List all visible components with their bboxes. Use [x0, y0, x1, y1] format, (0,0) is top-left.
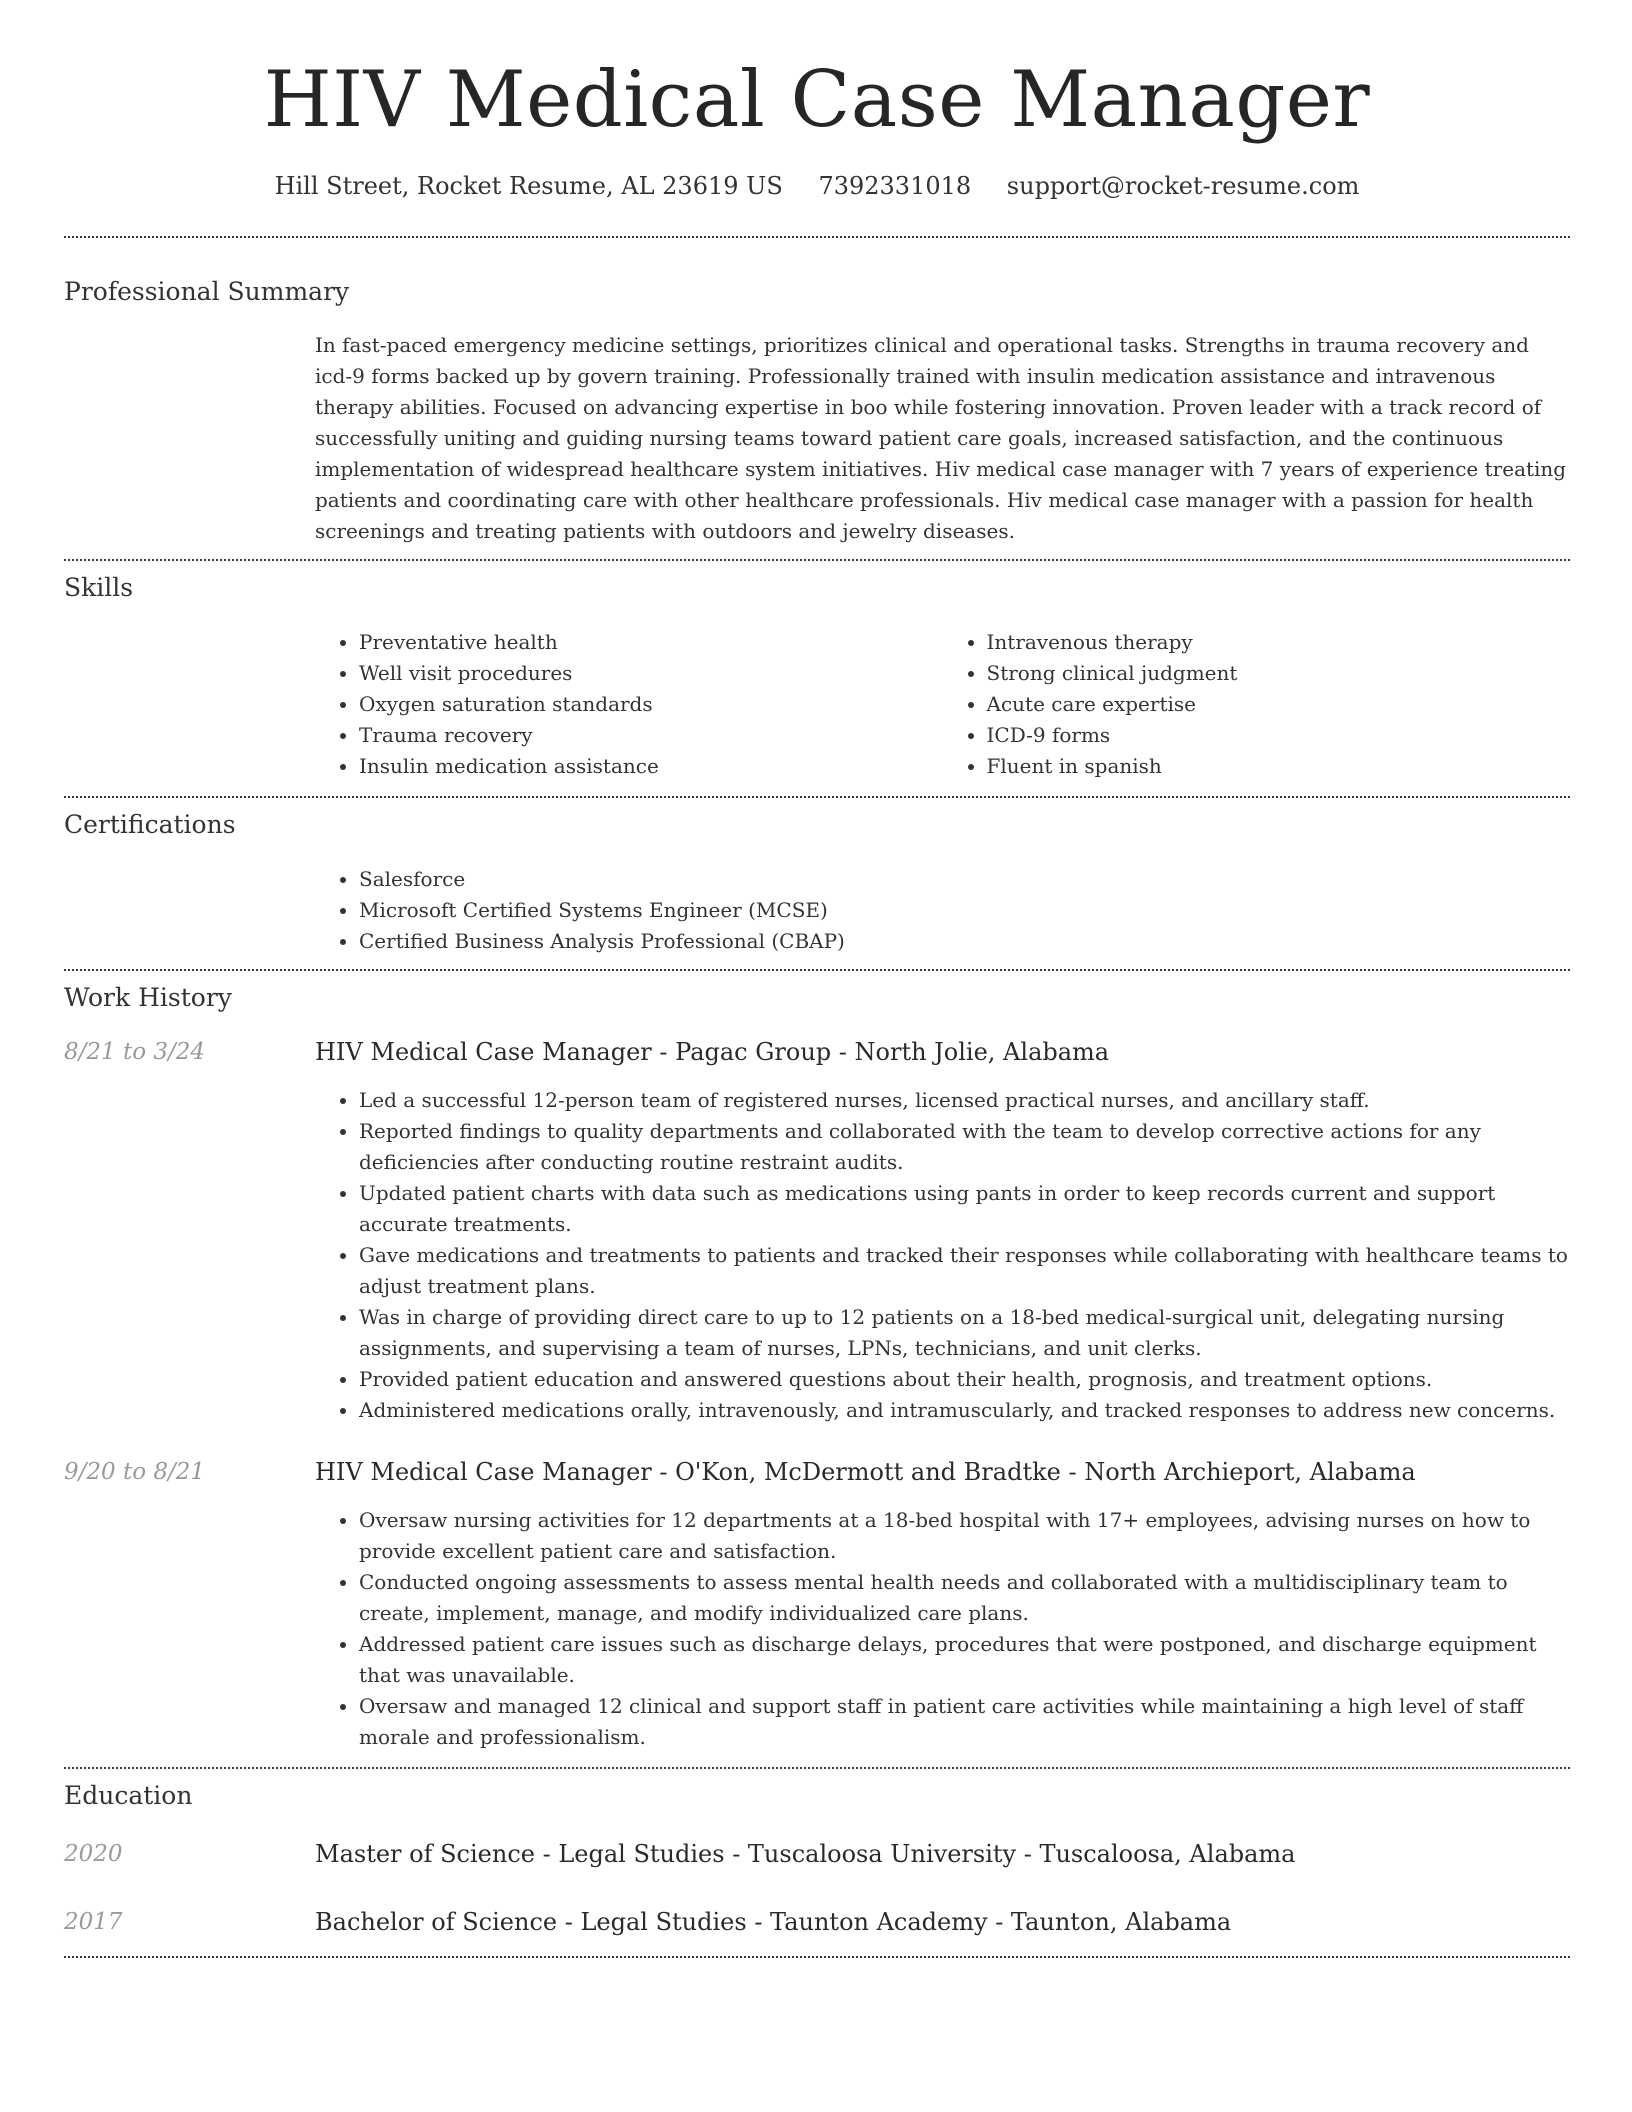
skill-item: • Well visit procedures — [359, 658, 943, 689]
job-bullet: • Administered medications orally, intravenously, and intramuscularly, and tracked responses to address new concerns. — [359, 1395, 1570, 1426]
job-entry — [64, 1036, 1570, 1426]
resume-page — [64, 0, 1570, 1958]
skills-section — [64, 561, 1570, 782]
contact-line — [64, 170, 1570, 202]
job-bullet: • Led a successful 12-person team of registered nurses, licensed practical nurses, and ancillary staff. — [359, 1085, 1570, 1116]
job-dates: 8/21 to 3/24 — [64, 1039, 206, 1065]
job-dates: 9/20 to 8/21 — [64, 1459, 206, 1485]
skill-item: • Fluent in spanish — [987, 751, 1571, 782]
job-heading: HIV Medical Case Manager - Pagac Group - North Jolie, Alabama — [315, 1038, 1110, 1066]
job-bullet: • Oversaw nursing activities for 12 departments at a 18-bed hospital with 17+ employees, advising nurses on how to provide excellent patient care and satisfaction. — [359, 1505, 1570, 1567]
education-year: 2020 — [64, 1841, 123, 1867]
skill-item: • ICD-9 forms — [987, 720, 1571, 751]
job-bullet: • Reported findings to quality departments and collaborated with the team to develop corrective actions for any deficiencies after conducting routine restraint audits. — [359, 1116, 1570, 1178]
certification-item: • Microsoft Certified Systems Engineer (MCSE) — [359, 895, 1570, 926]
job-bullets — [315, 1085, 1570, 1426]
education-entry — [64, 1906, 1570, 1938]
skill-item: • Preventative health — [359, 627, 943, 658]
education-text: Bachelor of Science - Legal Studies - Taunton Academy - Taunton, Alabama — [315, 1908, 1232, 1936]
job-entry — [64, 1456, 1570, 1753]
education-year: 2017 — [64, 1909, 123, 1935]
divider — [64, 1956, 1570, 1958]
education-text: Master of Science - Legal Studies - Tuscaloosa University - Tuscaloosa, Alabama — [315, 1840, 1296, 1868]
certifications-list — [315, 864, 1570, 957]
address: Hill Street, Rocket Resume, AL 23619 US — [274, 172, 783, 200]
summary-section — [64, 238, 1570, 547]
section-title: Professional Summary — [64, 277, 350, 306]
job-heading: HIV Medical Case Manager - O'Kon, McDermott and Bradtke - North Archieport, Alabama — [315, 1458, 1416, 1486]
skill-item: • Insulin medication assistance — [359, 751, 943, 782]
skill-item: • Intravenous therapy — [987, 627, 1571, 658]
job-bullet: • Conducted ongoing assessments to assess mental health needs and collaborated with a multidisciplinary team to create, implement, manage, and modify individualized care plans. — [359, 1567, 1570, 1629]
email: support@rocket-resume.com — [1006, 172, 1360, 200]
section-title: Education — [64, 1781, 193, 1810]
skill-item: • Acute care expertise — [987, 689, 1571, 720]
work-history-section — [64, 971, 1570, 1753]
skills-column-left — [315, 627, 943, 782]
candidate-name: HIV Medical Case Manager — [263, 55, 1371, 145]
skills-list — [315, 627, 1570, 782]
skill-item: • Trauma recovery — [359, 720, 943, 751]
section-title: Certifications — [64, 810, 236, 839]
phone: 7392331018 — [818, 172, 972, 200]
education-entry — [64, 1838, 1570, 1870]
education-section — [64, 1769, 1570, 1938]
job-bullet: • Oversaw and managed 12 clinical and support staff in patient care activities while maintaining a high level of staff morale and professionalism. — [359, 1691, 1570, 1753]
section-title: Work History — [64, 983, 232, 1012]
skills-column-right — [943, 627, 1571, 782]
certifications-section — [64, 798, 1570, 957]
skill-item: • Strong clinical judgment — [987, 658, 1571, 689]
job-bullet: • Addressed patient care issues such as discharge delays, procedures that were postponed, and discharge equipment that was unavailable. — [359, 1629, 1570, 1691]
skill-item: • Oxygen saturation standards — [359, 689, 943, 720]
job-bullet: • Gave medications and treatments to patients and tracked their responses while collaborating with healthcare teams to adjust treatment plans. — [359, 1240, 1570, 1302]
section-title: Skills — [64, 573, 134, 602]
job-bullet: • Was in charge of providing direct care to up to 12 patients on a 18-bed medical-surgical unit, delegating nursing assignments, and supervising a team of nurses, LPNs, technicians, and unit clerks. — [359, 1302, 1570, 1364]
certification-item: • Salesforce — [359, 864, 1570, 895]
job-bullet: • Provided patient education and answered questions about their health, prognosis, and treatment options. — [359, 1364, 1570, 1395]
job-bullet: • Updated patient charts with data such as medications using pants in order to keep records current and support accurate treatments. — [359, 1178, 1570, 1240]
summary-text: In fast-paced emergency medicine settings, prioritizes clinical and operational tasks. Strengths in trauma recovery and icd-9 forms backed up by govern training. Professionally trained with insulin medication assistance and intravenous therapy abilities. Focused on advancing expertise in boo while fostering innovation. Proven leader with a track record of successfully uniting and guiding nursing teams toward patient care goals, increased satisfaction, and the continuous implementation of widespread healthcare system initiatives. Hiv medical case manager with 7 years of experience treating patients and coordinating care with other healthcare professionals. Hiv medical case manager with a passion for health screenings and treating patients with outdoors and jewelry diseases. — [315, 333, 1567, 543]
certification-item: • Certified Business Analysis Professional (CBAP) — [359, 926, 1570, 957]
job-bullets — [315, 1505, 1570, 1753]
